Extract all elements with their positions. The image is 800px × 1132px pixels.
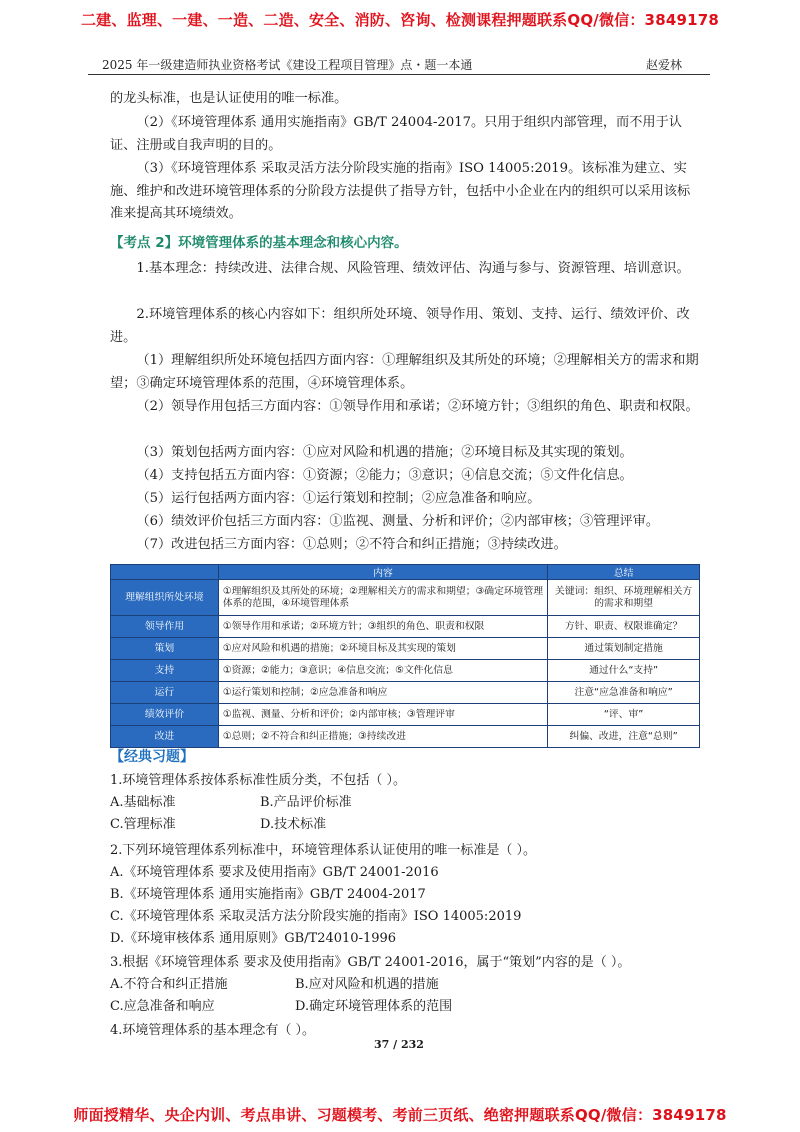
option-d: D.《环境审核体系 通用原则》GB/T24010-1996 (110, 931, 397, 946)
paragraph-s2: （2）领导作用包括三方面内容：①领导作用和承诺；②环境方针；③组织的角色、职责和权限。 (136, 399, 699, 414)
row-name: 策划 (111, 638, 219, 660)
table-row (111, 616, 700, 638)
paragraph-line0: 的龙头标准，也是认证使用的唯一标准。 (110, 91, 348, 106)
paragraph-p3: （3）《环境管理体系 采取灵活方法分阶段实施的指南》ISO 14005:2019。该标准为建立、实施、维护和改进环境管理体系的分阶段方法提供了指导方针，包括中小企业在内的组织可以采用该标准来提高其环境绩效。 (110, 161, 691, 221)
row-summary: 纠偏、改进，注意“总则” (548, 726, 700, 748)
option-c: C.应急准备和响应 (110, 999, 215, 1014)
page-number: 37 / 232 (374, 1038, 424, 1051)
row-summary: 关键词：组织、环境理解相关方的需求和期望 (548, 580, 700, 616)
table-row (111, 638, 700, 660)
option-b: B.《环境管理体系 通用实施指南》GB/T 24004-2017 (110, 887, 426, 902)
option-b: B.应对风险和机遇的措施 (295, 977, 439, 992)
paragraph-s4: （4）支持包括五方面内容：①资源；②能力；③意识；④信息交流；⑤文件化信息。 (136, 468, 633, 483)
row-summary: 注意“应急准备和响应” (548, 682, 700, 704)
row-content: ①监视、测量、分析和评价；②内部审核；③管理评审 (218, 704, 547, 726)
table-header-cell (111, 565, 219, 580)
row-name: 理解组织所处环境 (111, 580, 219, 616)
row-name: 领导作用 (111, 616, 219, 638)
question-stem: 3.根据《环境管理体系 要求及使用指南》GB/T 24001-2016，属于“策划”内容的是（ ）。 (110, 955, 631, 970)
header-title: 2025 年一级建造师执业资格考试《建设工程项目管理》点・题一本通 (102, 58, 473, 72)
top-banner: 二建、监理、一建、一造、二造、安全、消防、咨询、检测课程押题联系QQ/微信：3849178 (80, 11, 720, 29)
table-row (111, 704, 700, 726)
option-c: C.《环境管理体系 采取灵活方法分阶段实施的指南》ISO 14005:2019 (110, 909, 522, 924)
topic-heading: 【考点 2】环境管理体系的基本理念和核心内容。 (110, 235, 408, 251)
question-3 (110, 952, 700, 1018)
paragraph-t2: 2.环境管理体系的核心内容如下：组织所处环境、领导作用、策划、支持、运行、绩效评价、改进。 (110, 307, 690, 345)
row-content: ①领导作用和承诺；②环境方针；③组织的角色、职责和权限 (218, 616, 547, 638)
row-summary: 通过什么“支持” (548, 660, 700, 682)
table-header-cell: 内容 (218, 565, 547, 580)
option-a: A.基础标准 (110, 795, 176, 810)
row-summary: “评、审” (548, 704, 700, 726)
row-content: ①总则；②不符合和纠正措施；③持续改进 (218, 726, 547, 748)
paragraph-s7: （7）改进包括三方面内容：①总则；②不符合和纠正措施；③持续改进。 (136, 537, 567, 552)
question-2 (110, 840, 700, 950)
paragraph-s1: （1）理解组织所处环境包括四方面内容：①理解组织及其所处的环境；②理解相关方的需求和期望；③确定环境管理体系的范围，④环境管理体系。 (110, 353, 699, 391)
table-row (111, 580, 700, 616)
question-stem: 1.环境管理体系按体系标准性质分类，不包括（ ）。 (110, 773, 407, 788)
question-stem: 4.环境管理体系的基本理念有（ ）。 (110, 1023, 316, 1038)
option-d: D.确定环境管理体系的范围 (295, 999, 453, 1014)
table-row (111, 726, 700, 748)
option-c: C.管理标准 (110, 817, 176, 832)
bottom-banner: 师面授精华、央企内训、考点串讲、习题模考、考前三页纸、绝密押题联系QQ/微信：3849178 (73, 1106, 727, 1124)
paragraph-t1: 1.基本理念：持续改进、法律合规、风险管理、绩效评估、沟通与参与、资源管理、培训意识。 (136, 261, 690, 276)
option-a: A.《环境管理体系 要求及使用指南》GB/T 24001-2016 (110, 865, 439, 880)
question-stem: 2.下列环境管理体系列标准中，环境管理体系认证使用的唯一标准是（ ）。 (110, 843, 537, 858)
row-name: 支持 (111, 660, 219, 682)
row-name: 改进 (111, 726, 219, 748)
header-author: 赵爱林 (645, 58, 682, 72)
row-summary: 通过策划制定措施 (548, 638, 700, 660)
row-name: 运行 (111, 682, 219, 704)
table-header-row (111, 565, 700, 580)
document-page (88, 44, 710, 1094)
option-a: A.不符合和纠正措施 (110, 977, 228, 992)
row-content: ①资源；②能力；③意识；④信息交流；⑤文件化信息 (218, 660, 547, 682)
paragraph-s3: （3）策划包括两方面内容：①应对风险和机遇的措施；②环境目标及其实现的策划。 (136, 445, 633, 460)
table-row (111, 682, 700, 704)
row-content: ①应对风险和机遇的措施；②环境目标及其实现的策划 (218, 638, 547, 660)
paragraph-s6: （6）绩效评价包括三方面内容：①监视、测量、分析和评价；②内部审核；③管理评审。 (136, 514, 660, 529)
exercises-title: 【经典习题】 (110, 749, 194, 765)
paragraph-s5: （5）运行包括两方面内容：①运行策划和控制；②应急准备和响应。 (136, 491, 541, 506)
header-rule (88, 74, 710, 75)
row-content: ①理解组织及其所处的环境；②理解相关方的需求和期望；③确定环境管理体系的范围，④环境管理体系 (218, 580, 547, 616)
table-row (111, 660, 700, 682)
row-content: ①运行策划和控制；②应急准备和响应 (218, 682, 547, 704)
paragraph-p2: （2）《环境管理体系 通用实施指南》GB/T 24004-2017。只用于组织内部管理，而不用于认证、注册或自我声明的目的。 (110, 115, 682, 153)
table-header-cell: 总结 (548, 565, 700, 580)
question-1 (110, 770, 700, 836)
summary-table (110, 564, 700, 748)
row-summary: 方针、职责、权限谁确定？ (548, 616, 700, 638)
option-d: D.技术标准 (260, 817, 327, 832)
option-b: B.产品评价标准 (260, 795, 352, 810)
row-name: 绩效评价 (111, 704, 219, 726)
